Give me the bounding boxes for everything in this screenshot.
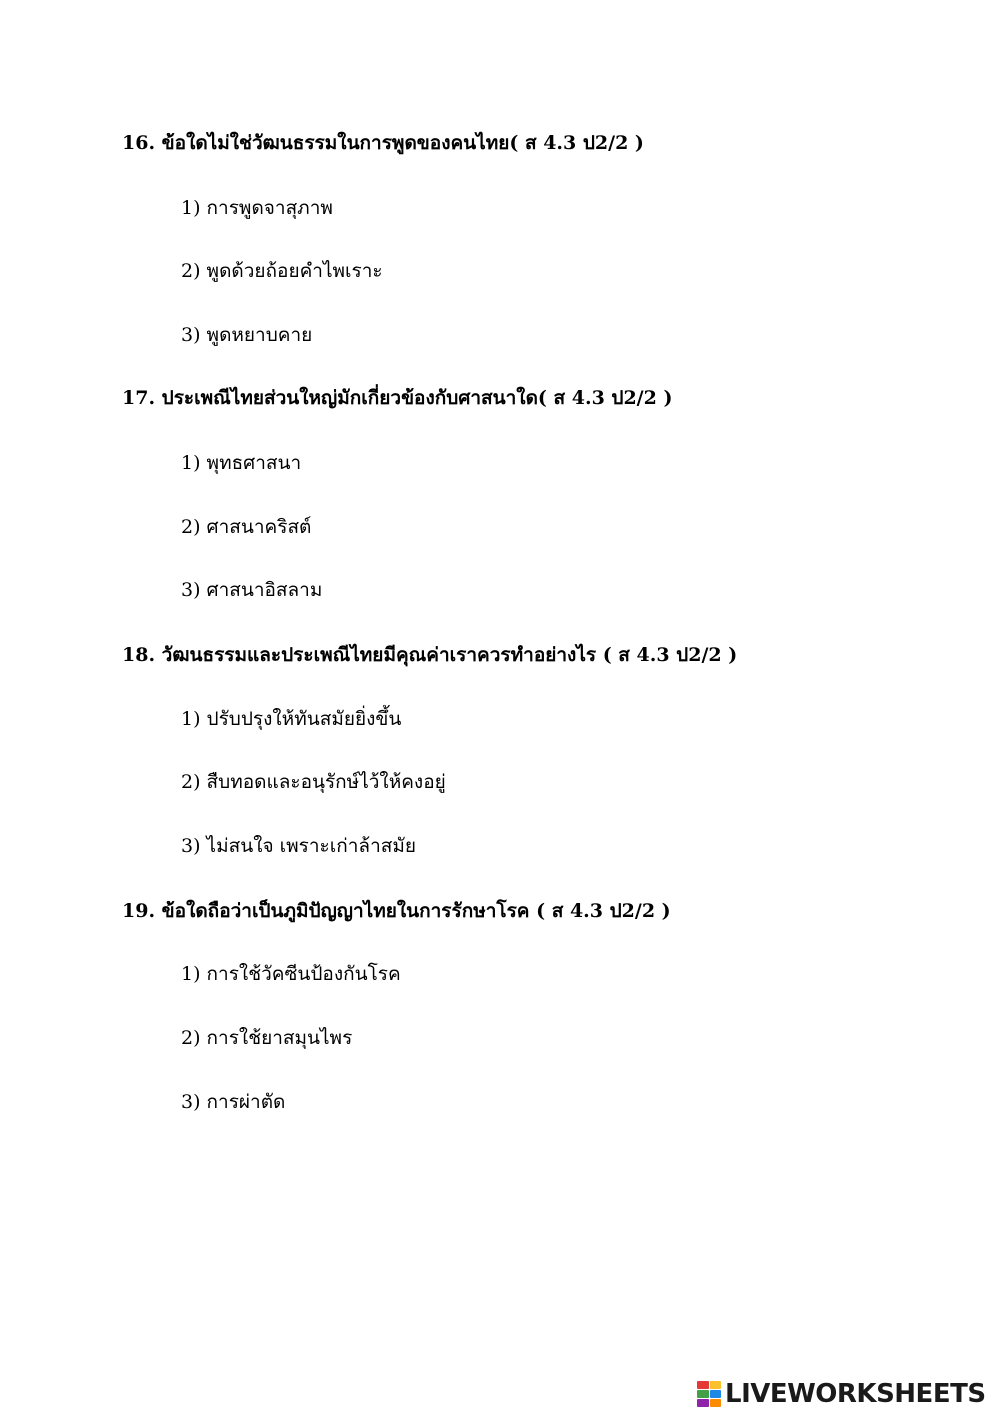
question-19-option-2: 2) การใช้ยาสมุนไพร [181, 1027, 353, 1049]
question-18-option-3: 3) ไม่สนใจ เพราะเก่าล้าสมัย [181, 835, 416, 857]
question-17: 17. ประเพณีไทยส่วนใหญ่มักเกี่ยวข้องกับศาสนาใด( ส 4.3 ป2/2 ) [122, 387, 673, 409]
question-17-option-2: 2) ศาสนาคริสต์ [181, 516, 312, 538]
question-19: 19. ข้อใดถือว่าเป็นภูมิปัญญาไทยในการรักษาโรค ( ส 4.3 ป2/2 ) [122, 900, 671, 922]
question-19-option-3: 3) การผ่าตัด [181, 1091, 286, 1113]
question-17-option-1: 1) พุทธศาสนา [181, 452, 302, 474]
question-18-option-2: 2) สืบทอดและอนุรักษ์ไว้ให้คงอยู่ [181, 771, 446, 793]
liveworksheets-logo-icon [697, 1381, 721, 1407]
question-16-option-3: 3) พูดหยาบคาย [181, 324, 313, 346]
question-18: 18. วัฒนธรรมและประเพณีไทยมีคุณค่าเราควรทำอย่างไร ( ส 4.3 ป2/2 ) [122, 644, 738, 666]
question-17-option-3: 3) ศาสนาอิสลาม [181, 579, 323, 601]
question-16: 16. ข้อใดไม่ใช่วัฒนธรรมในการพูดของคนไทย( ส 4.3 ป2/2 ) [122, 132, 644, 154]
question-18-option-1: 1) ปรับปรุงให้ทันสมัยยิ่งขึ้น [181, 708, 402, 730]
liveworksheets-brand [697, 1379, 986, 1409]
question-16-option-2: 2) พูดด้วยถ้อยคำไพเราะ [181, 260, 383, 282]
brand-name: LIVEWORKSHEETS [725, 1379, 986, 1409]
question-19-option-1: 1) การใช้วัคซีนป้องกันโรค [181, 963, 401, 985]
question-16-option-1: 1) การพูดจาสุภาพ [181, 197, 333, 219]
